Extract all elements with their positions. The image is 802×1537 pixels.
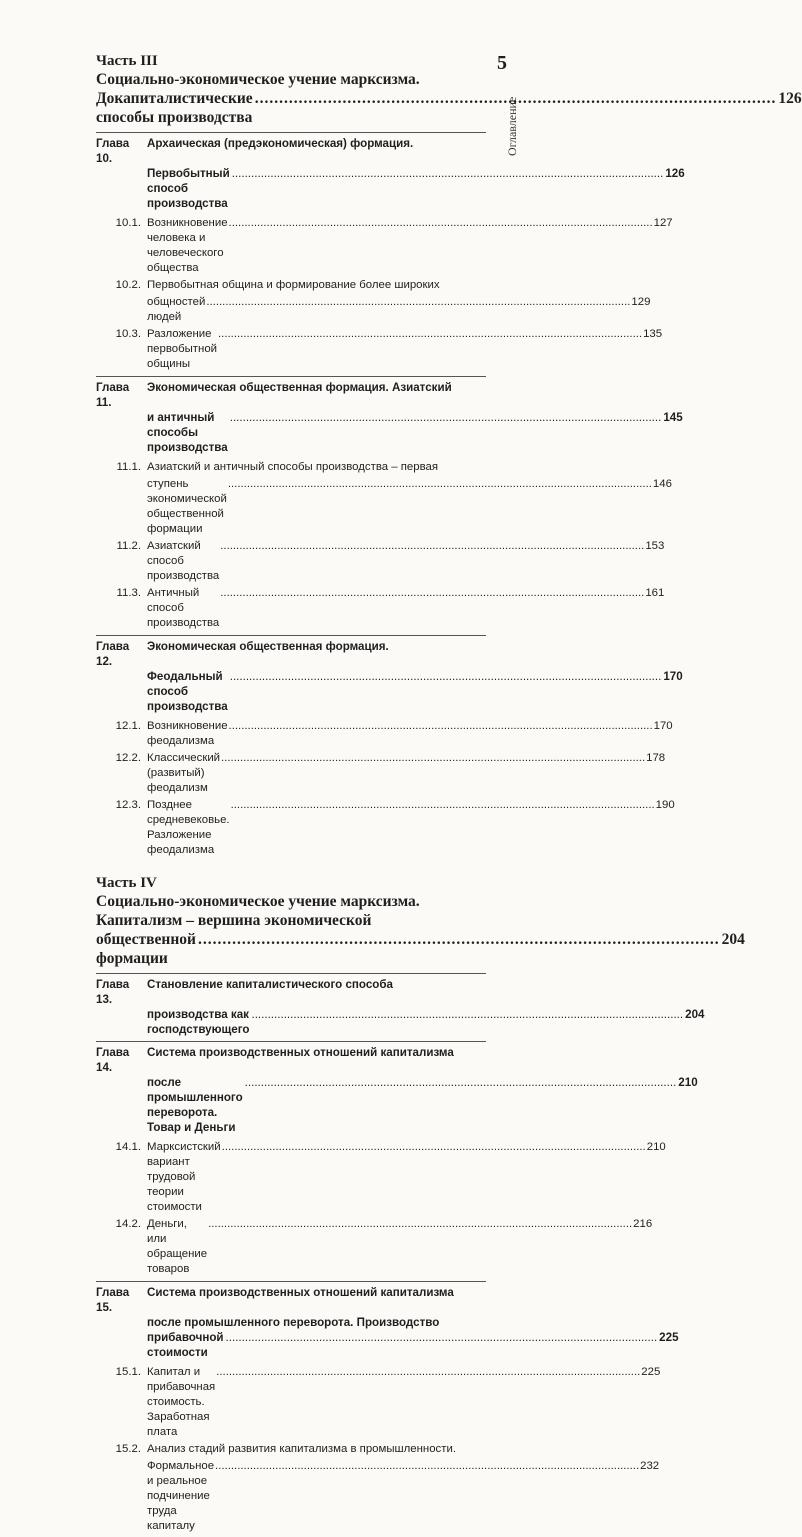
section-page-number: 153 — [645, 540, 665, 552]
section-number: 11.3. — [116, 587, 141, 599]
section-number: 12.3. — [115, 799, 141, 811]
section-title: Позднее средневековье. Разложение феодализма — [147, 799, 230, 856]
chapter-page-number: 210 — [678, 1076, 698, 1089]
part-title-line: Социально-экономическое учение марксизма. — [96, 893, 420, 910]
part-page-number: 204 — [721, 931, 745, 948]
section-number: 10.3. — [115, 328, 141, 340]
section-page-number: 178 — [646, 752, 666, 764]
chapter-row — [96, 1045, 486, 1075]
section-last-line — [147, 477, 672, 537]
section-entry — [96, 1442, 486, 1457]
chapter-page-number: 170 — [663, 670, 683, 683]
section-entry — [96, 295, 651, 325]
chapter-number: Глава 15. — [96, 1286, 130, 1314]
section-entry — [96, 719, 673, 749]
section-last-line — [147, 798, 675, 858]
chapter-entry — [96, 1281, 679, 1360]
section-title: Античный способ производства — [147, 587, 220, 629]
part-label: Часть IV — [96, 875, 157, 891]
section-last-line — [147, 1140, 666, 1215]
section-title: Возникновение человека и человеческого общества — [147, 217, 228, 274]
section-number: 15.1. — [115, 1366, 141, 1378]
chapter-row — [96, 166, 685, 211]
section-entry — [96, 1217, 653, 1277]
section-title: Анализ стадий развития капитализма в промышленности. — [147, 1443, 456, 1455]
section-page-number: 135 — [643, 328, 663, 340]
section-entry — [96, 586, 665, 631]
chapter-number: Глава 13. — [96, 978, 130, 1006]
page-number: 5 — [497, 52, 507, 74]
chapter-page-number: 204 — [685, 1008, 705, 1021]
section-entry — [96, 278, 486, 293]
section-last-line — [147, 751, 665, 796]
chapter-number: Глава 11. — [96, 381, 130, 409]
chapter-title-line: Экономическая общественная формация. Азиатский — [147, 381, 452, 394]
chapter-row — [96, 1075, 698, 1135]
section-title: Разложение первобытной общины — [147, 328, 218, 370]
part-label: Часть III — [96, 53, 158, 69]
section-list — [96, 460, 672, 631]
section-title: общностей людей — [147, 296, 206, 323]
part-heading — [96, 875, 745, 968]
chapter-title-last: после промышленного переворота. Товар и Деньги — [147, 1076, 243, 1134]
chapter-entry — [96, 973, 705, 1037]
chapter-number: Глава 10. — [96, 137, 130, 165]
section-page-number: 216 — [633, 1218, 653, 1230]
section-entry — [96, 751, 666, 796]
section-last-line — [147, 327, 662, 372]
section-entry — [96, 1140, 666, 1215]
chapter-row — [96, 669, 683, 714]
section-last-line — [147, 539, 664, 584]
section-number: 10.2. — [115, 279, 141, 291]
chapter-page-number: 225 — [659, 1331, 679, 1344]
section-list — [96, 1140, 666, 1277]
chapter-number: Глава 14. — [96, 1046, 130, 1074]
chapter-title-line: Становление капиталистического способа — [147, 978, 393, 991]
chapter-entry — [96, 376, 683, 455]
chapter-entry — [96, 132, 685, 211]
section-page-number: 146 — [652, 478, 672, 490]
section-number: 14.1. — [115, 1141, 141, 1153]
section-page-number: 210 — [646, 1141, 666, 1153]
chapter-page-number: 126 — [665, 167, 685, 180]
section-last-line — [147, 295, 650, 325]
chapter-number-spacer — [96, 1315, 147, 1330]
section-entry — [96, 798, 675, 858]
section-title: Азиатский и античный способы производства – первая — [147, 461, 439, 473]
chapter-row — [96, 1007, 705, 1037]
chapter-title-last: Феодальный способ производства — [147, 670, 228, 713]
chapter-row — [96, 639, 486, 669]
section-last-line — [147, 586, 664, 631]
section-page-number: 170 — [653, 720, 673, 732]
section-title: Марксистский вариант трудовой теории стоимости — [147, 1141, 221, 1213]
chapter-entry — [96, 635, 683, 714]
section-title: Первобытная община и формирование более широких — [147, 279, 440, 291]
section-title: Азиатский способ производства — [147, 540, 220, 582]
section-page-number: 127 — [653, 217, 673, 229]
section-page-number: 129 — [631, 296, 651, 308]
section-title: Капитал и прибавочная стоимость. Заработная плата — [147, 1366, 216, 1438]
section-entry — [96, 460, 486, 475]
running-head: Оглавление — [505, 96, 519, 156]
chapter-title-last: производства как господствующего — [147, 1008, 250, 1036]
chapter-number: Глава 12. — [96, 640, 130, 668]
section-number: 12.1. — [115, 720, 141, 732]
section-page-number: 232 — [640, 1460, 660, 1472]
chapter-row — [96, 1285, 486, 1315]
chapter-title-line: Экономическая общественная формация. — [147, 640, 389, 653]
chapter-row — [96, 1315, 486, 1330]
section-number: 12.2. — [115, 752, 141, 764]
part-title-line: Социально-экономическое учение марксизма. — [96, 71, 420, 88]
part-title-line: Капитализм – вершина экономической — [96, 912, 372, 929]
chapter-title-last: прибавочной стоимости — [147, 1331, 224, 1359]
section-title: Деньги, или обращение товаров — [147, 1218, 208, 1275]
chapter-row — [96, 410, 683, 455]
chapter-page-number: 145 — [663, 411, 683, 424]
part-title-last-line — [96, 930, 745, 968]
section-number: 11.1. — [116, 461, 141, 473]
chapter-title-line: Архаическая (предэкономическая) формация. — [147, 137, 414, 150]
section-entry — [96, 1365, 661, 1440]
section-page-number: 225 — [641, 1366, 661, 1378]
section-last-line — [147, 1217, 652, 1277]
part-page-number: 126 — [778, 90, 802, 107]
section-number: 10.1. — [115, 217, 141, 229]
chapter-row — [96, 977, 486, 1007]
chapter-entry — [96, 1041, 698, 1135]
section-list — [96, 719, 675, 858]
section-title: ступень экономической общественной формации — [147, 478, 227, 535]
chapter-title-last: и античный способы производства — [147, 411, 228, 454]
section-last-line — [147, 216, 673, 276]
chapter-title-last: Первобытный способ производства — [147, 167, 230, 210]
section-title: Классический (развитый) феодализм — [147, 752, 221, 794]
section-number: 15.2. — [115, 1443, 141, 1455]
section-entry — [96, 327, 663, 372]
section-list — [96, 1365, 661, 1534]
section-last-line — [147, 719, 673, 749]
section-last-line — [147, 1365, 660, 1440]
part-title-text: общественной формации — [96, 931, 196, 967]
section-number: 11.2. — [116, 540, 141, 552]
chapter-title-line: после промышленного переворота. Производство — [147, 1316, 440, 1329]
section-page-number: 161 — [645, 587, 665, 599]
section-entry — [96, 216, 673, 276]
section-entry — [96, 477, 672, 537]
chapter-title-line: Система производственных отношений капитализма — [147, 1286, 454, 1299]
chapter-row — [96, 1330, 679, 1360]
section-title: Возникновение феодализма — [147, 720, 228, 747]
section-title: Формальное и реальное подчинение труда капиталу — [147, 1460, 215, 1532]
section-last-line — [147, 1459, 659, 1534]
section-list — [96, 216, 673, 372]
part-title-text: Докапиталистические способы производства — [96, 90, 253, 126]
chapter-row — [96, 380, 486, 410]
section-number: 14.2. — [115, 1218, 141, 1230]
chapter-title-line: Система производственных отношений капитализма — [147, 1046, 454, 1059]
section-page-number: 190 — [655, 799, 675, 811]
chapter-row — [96, 136, 486, 166]
section-entry — [96, 1459, 660, 1534]
section-entry — [96, 539, 665, 584]
